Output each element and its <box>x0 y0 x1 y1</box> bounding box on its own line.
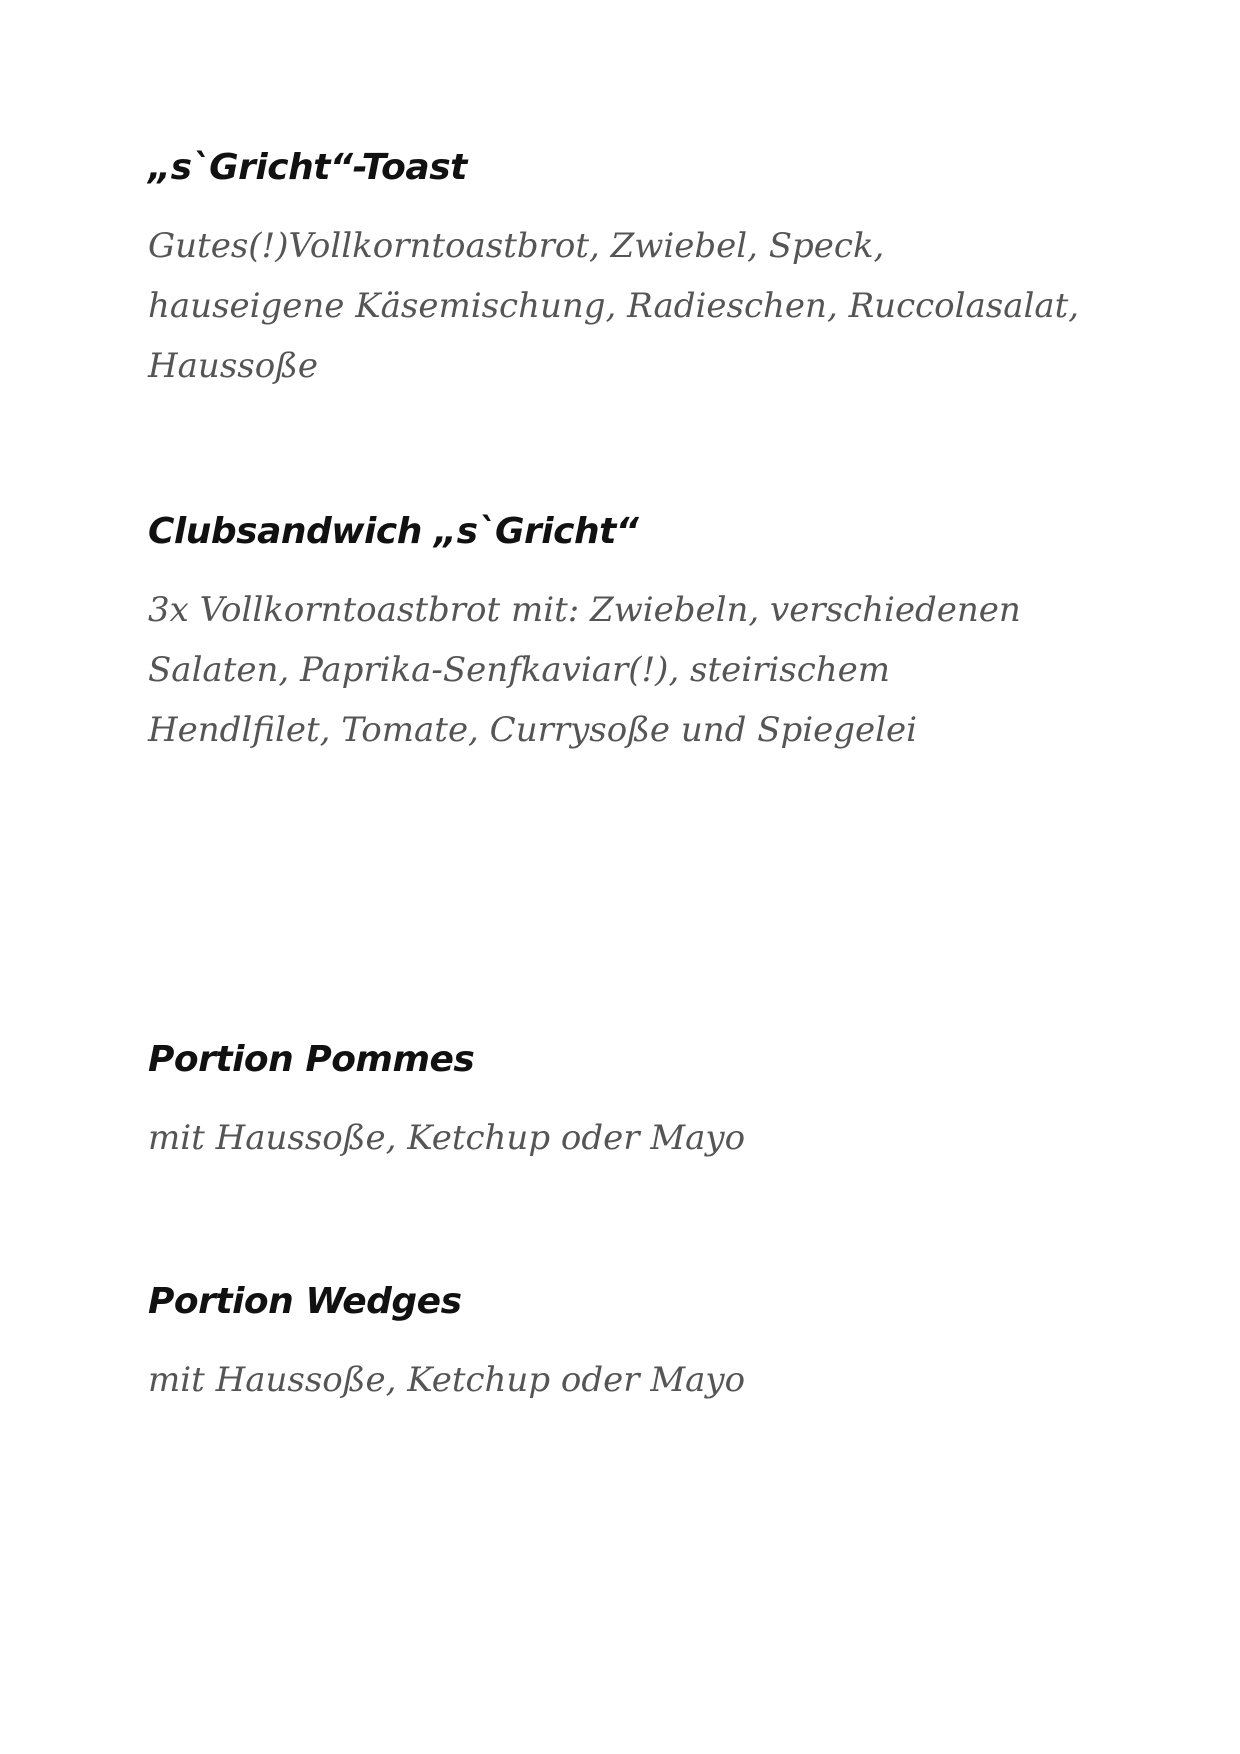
menu-item-pommes <box>148 1040 1128 1168</box>
menu-item-clubsandwich <box>148 512 1128 760</box>
item-description: Gutes(!)Vollkorntoastbrot, Zwiebel, Speck, hauseigene Käsemischung, Radieschen, Ruccolasalat, Haussoße <box>148 225 1080 386</box>
item-title: Portion Pommes <box>148 1039 475 1080</box>
item-title: Clubsandwich „s`Gricht“ <box>148 511 639 552</box>
menu-item-wedges <box>148 1282 1128 1410</box>
item-description: 3x Vollkorntoastbrot mit: Zwiebeln, verschiedenen Salaten, Paprika-Senfkaviar(!), steirischem Hendlfilet, Tomate, Currysoße und Spiegelei <box>148 589 1021 750</box>
menu-item-toast <box>148 148 1128 396</box>
item-description: mit Haussoße, Ketchup oder Mayo <box>148 1359 746 1400</box>
item-title: Portion Wedges <box>148 1281 462 1322</box>
item-title: „s`Gricht“-Toast <box>148 147 467 188</box>
item-description: mit Haussoße, Ketchup oder Mayo <box>148 1117 746 1158</box>
